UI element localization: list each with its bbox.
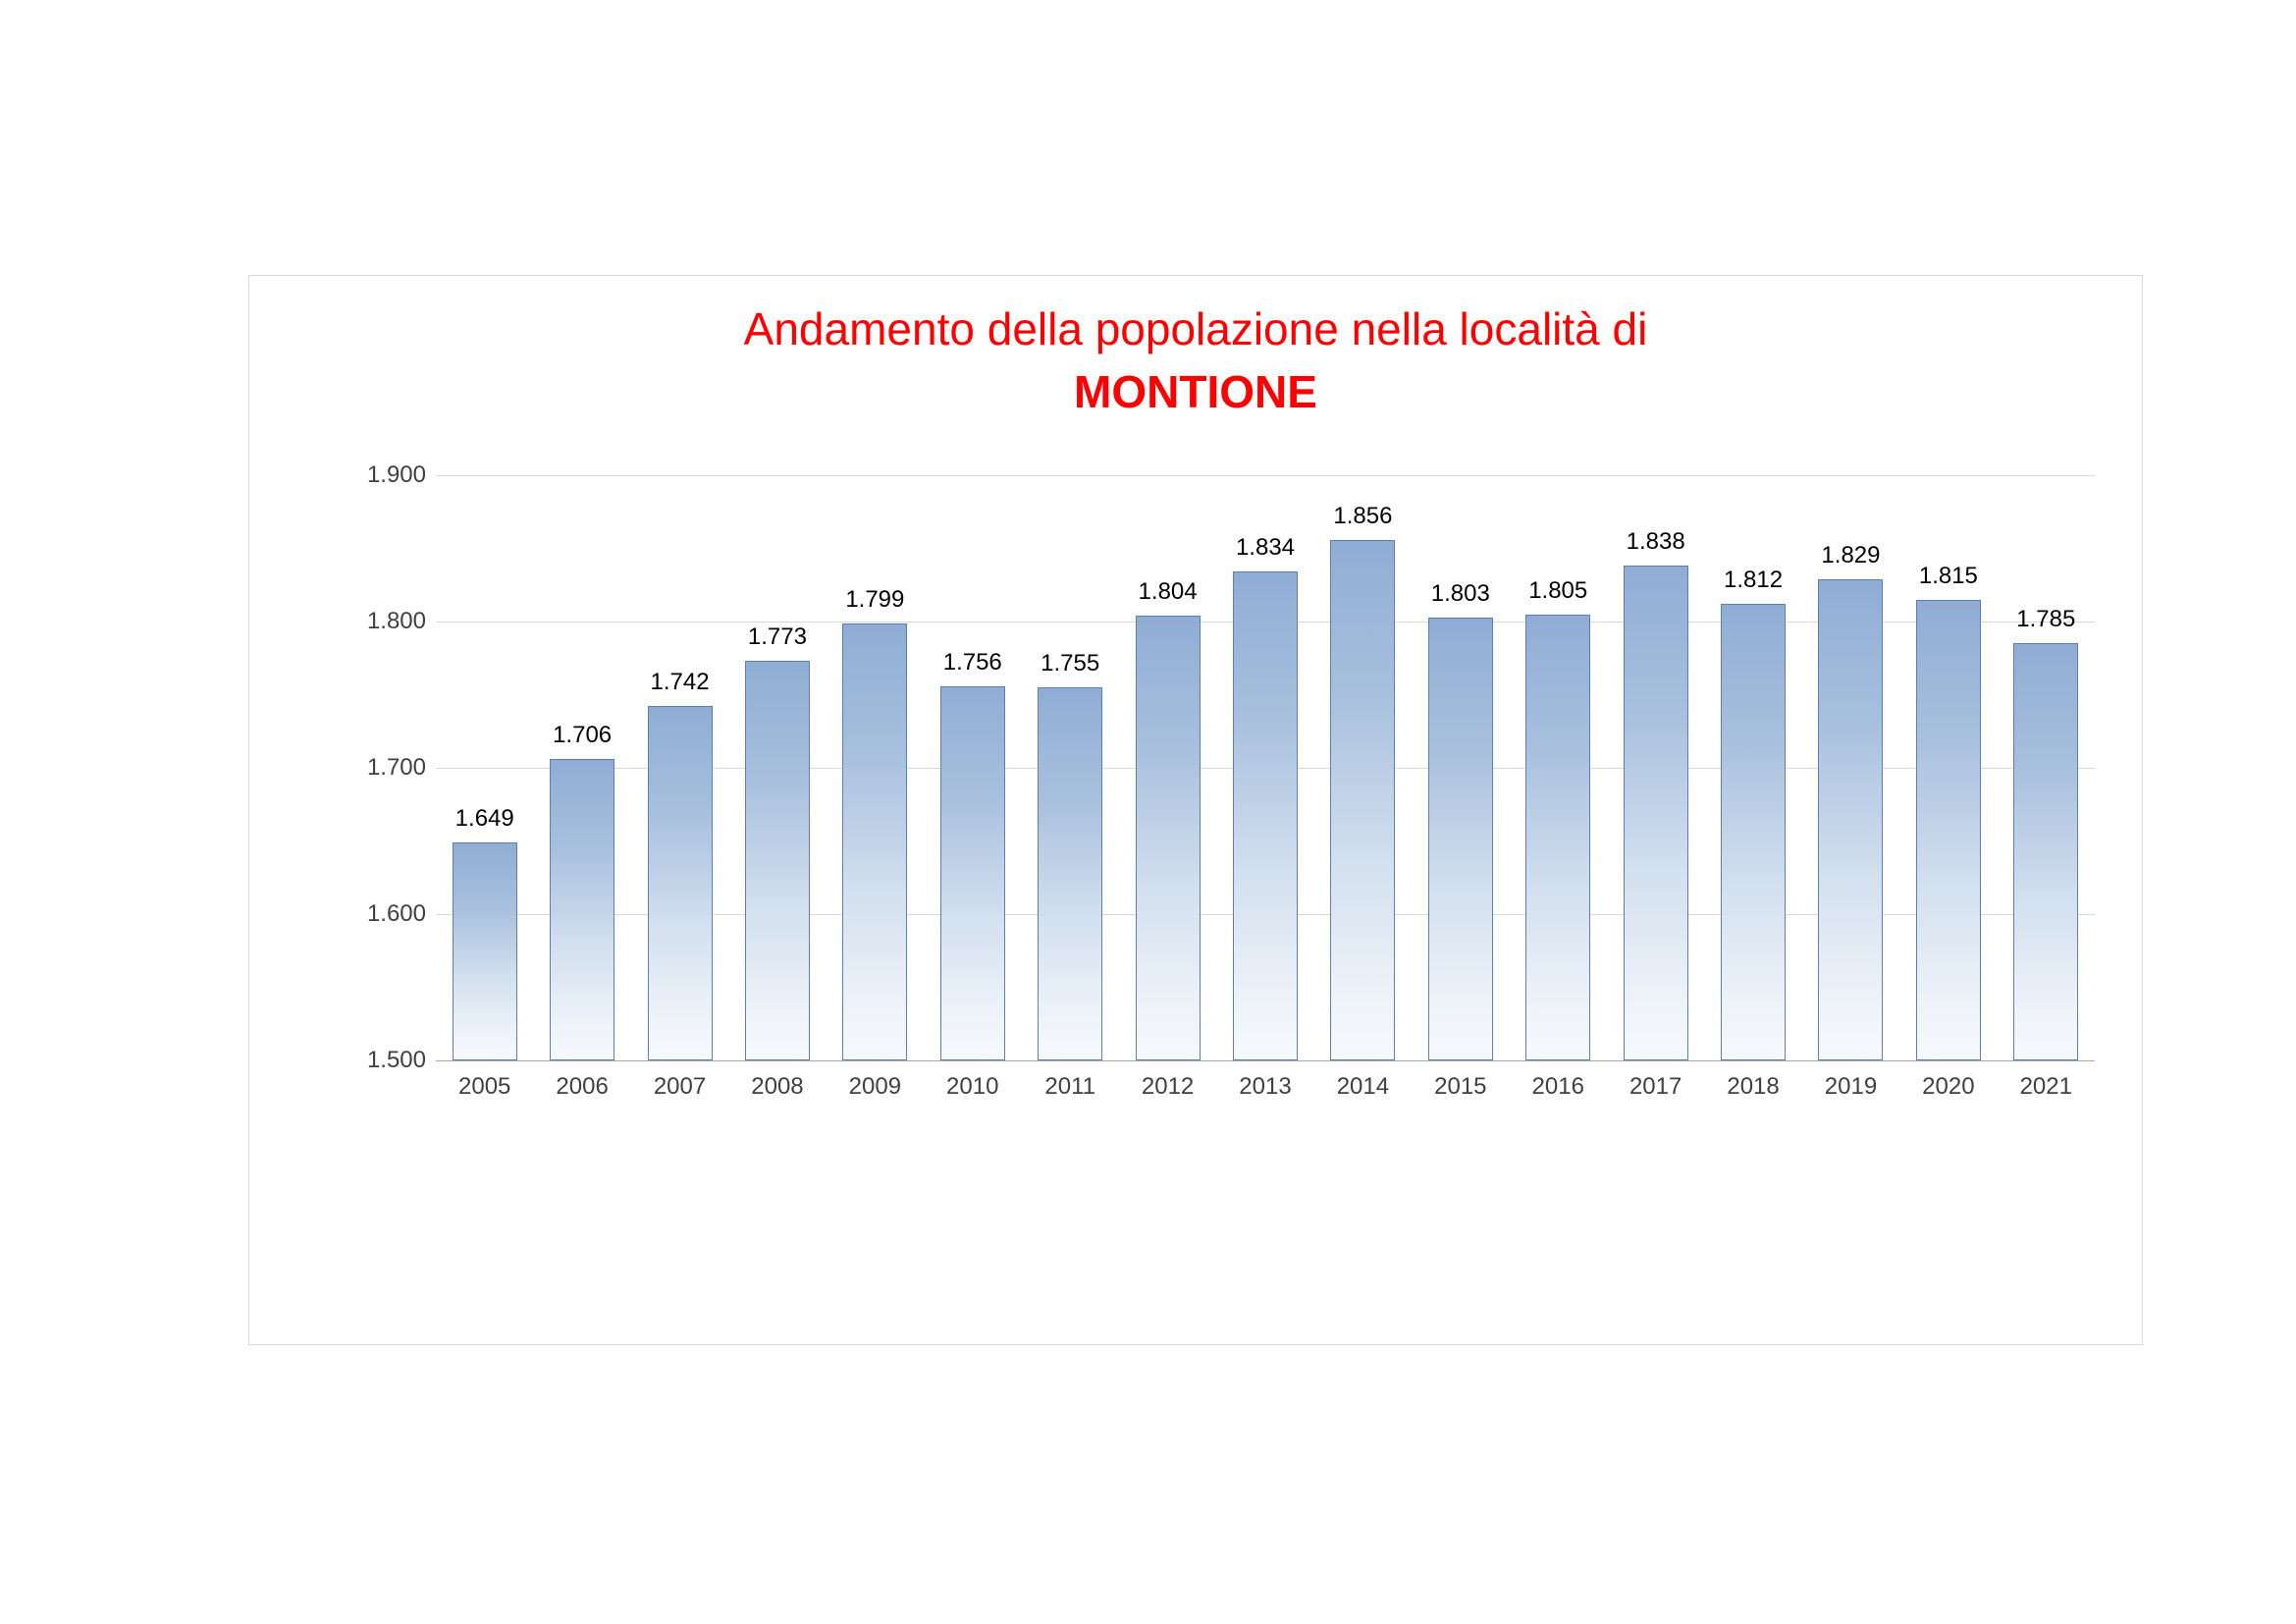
bar-value-label: 1.815	[1918, 562, 1978, 589]
bar[interactable]	[1038, 687, 1102, 1060]
y-tick-label: 1.800	[366, 608, 426, 634]
y-tick-label: 1.700	[366, 754, 426, 781]
x-tick-label: 2014	[1336, 1073, 1390, 1100]
bar[interactable]	[1525, 615, 1590, 1060]
bar-value-label: 1.773	[747, 623, 807, 651]
chart-title-line1: Andamento della popolazione nella località di	[743, 303, 1648, 354]
y-axis-labels	[308, 461, 426, 1073]
bar-value-label: 1.804	[1138, 578, 1198, 606]
y-tick-label: 1.600	[366, 900, 426, 927]
x-tick-label: 2008	[751, 1073, 804, 1100]
y-tick-label: 1.900	[366, 461, 426, 488]
x-tick-label: 2021	[2019, 1073, 2072, 1100]
bar[interactable]	[648, 706, 713, 1060]
bar-value-label: 1.785	[2016, 606, 2076, 633]
bar-value-label: 1.805	[1528, 576, 1588, 604]
bar[interactable]	[1721, 604, 1786, 1060]
bar-slot	[533, 475, 630, 1060]
bar-value-label: 1.799	[845, 585, 905, 613]
bar[interactable]	[1916, 600, 1981, 1060]
bar-value-label: 1.838	[1626, 528, 1685, 556]
bar-slot	[1899, 475, 1997, 1060]
bar[interactable]	[550, 759, 614, 1060]
bar-value-label: 1.834	[1235, 534, 1296, 562]
bar-value-label: 1.649	[454, 805, 514, 832]
bar-slot	[1119, 475, 1216, 1060]
bar-slot	[1216, 475, 1313, 1060]
x-tick-label: 2020	[1922, 1073, 1975, 1100]
bars-group	[436, 475, 2095, 1060]
x-tick-label: 2015	[1434, 1073, 1487, 1100]
x-axis-labels	[436, 1067, 2095, 1110]
x-tick-label: 2019	[1824, 1073, 1878, 1100]
bar[interactable]	[453, 842, 517, 1060]
bar-slot	[1021, 475, 1118, 1060]
bar-slot	[1510, 475, 1607, 1060]
bar-slot	[1704, 475, 1801, 1060]
bar[interactable]	[1428, 618, 1493, 1060]
bar-slot	[1607, 475, 1704, 1060]
bar-slot	[1314, 475, 1412, 1060]
x-tick-label: 2010	[946, 1073, 999, 1100]
x-tick-label: 2013	[1239, 1073, 1292, 1100]
bar-slot	[728, 475, 826, 1060]
chart-container	[248, 275, 2143, 1345]
x-tick-label: 2011	[1044, 1073, 1095, 1100]
bar-slot	[827, 475, 924, 1060]
x-tick-label: 2005	[458, 1073, 511, 1100]
x-tick-label: 2007	[653, 1073, 707, 1100]
x-tick-label: 2006	[556, 1073, 609, 1100]
bar-value-label: 1.756	[942, 648, 1002, 676]
x-tick-label: 2018	[1727, 1073, 1780, 1100]
y-tick-label: 1.500	[366, 1047, 426, 1073]
bar-value-label: 1.742	[650, 669, 710, 696]
bar-slot	[1998, 475, 2095, 1060]
bar[interactable]	[1136, 616, 1201, 1060]
x-tick-label: 2009	[848, 1073, 902, 1100]
bar-slot	[436, 475, 533, 1060]
bar[interactable]	[1624, 566, 1688, 1060]
bar-value-label: 1.706	[553, 722, 613, 749]
x-tick-label: 2012	[1141, 1073, 1195, 1100]
bar-slot	[1802, 475, 1899, 1060]
bar-value-label: 1.803	[1430, 579, 1490, 607]
chart-title	[249, 298, 2142, 423]
bar[interactable]	[940, 686, 1005, 1060]
x-axis-line	[436, 1060, 2095, 1061]
bar-value-label: 1.755	[1041, 650, 1100, 677]
x-tick-label: 2016	[1531, 1073, 1584, 1100]
bar[interactable]	[745, 661, 810, 1060]
bar[interactable]	[2013, 643, 2078, 1060]
bar-value-label: 1.856	[1333, 502, 1393, 529]
bar-slot	[631, 475, 728, 1060]
bar-value-label: 1.812	[1724, 567, 1784, 594]
bar[interactable]	[1330, 540, 1395, 1060]
chart-title-line2: MONTIONE	[1074, 366, 1317, 417]
bar-value-label: 1.829	[1821, 541, 1881, 568]
x-tick-label: 2017	[1629, 1073, 1682, 1100]
bar[interactable]	[842, 623, 907, 1061]
bar-slot	[924, 475, 1021, 1060]
bar-slot	[1412, 475, 1509, 1060]
bar[interactable]	[1233, 571, 1298, 1060]
bar[interactable]	[1818, 579, 1883, 1060]
